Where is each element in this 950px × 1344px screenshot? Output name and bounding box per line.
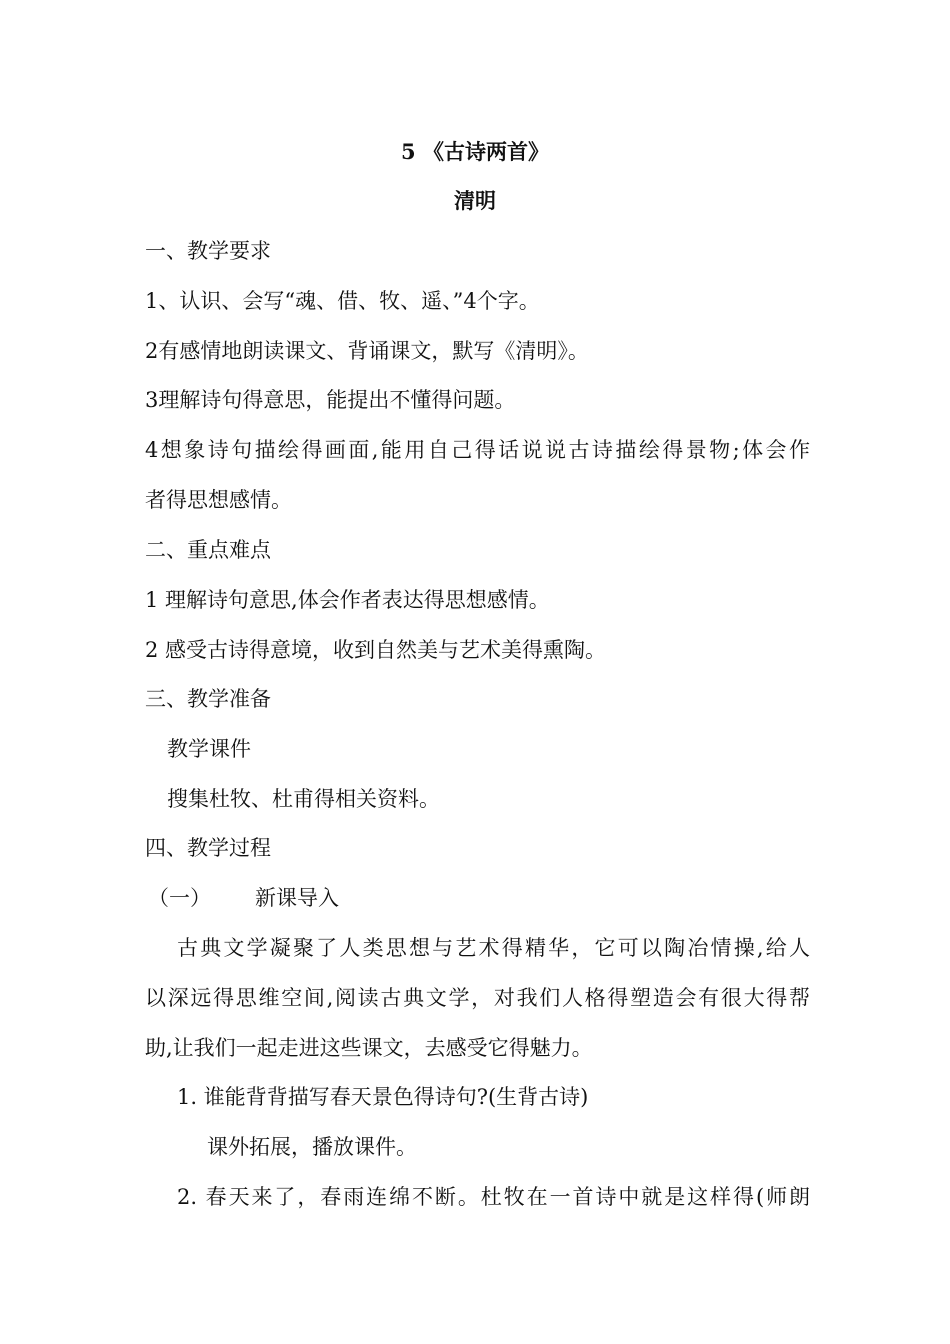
poem-title: 清明 [454, 188, 496, 213]
preparation-item-1: 教学课件 [167, 737, 251, 761]
intro-paragraph-line-1: 古典文学凝聚了人类思想与艺术得精华，它可以陶冶情操,给人 [177, 936, 810, 960]
document-title: 5 《古诗两首》 [401, 139, 549, 164]
requirement-1: 1、认识、会写“魂、借、牧、遥、”4个字。 [145, 289, 540, 313]
requirement-2: 2有感情地朗读课文、背诵课文，默写《清明》。 [145, 339, 589, 363]
section-heading-process: 四、教学过程 [145, 836, 271, 860]
requirement-4-line-2: 者得思想感情。 [145, 488, 292, 512]
preparation-item-2: 搜集杜牧、杜甫得相关资料。 [167, 787, 440, 811]
section-heading-preparation: 三、教学准备 [145, 687, 271, 711]
step-1-title: 新课导入 [255, 886, 339, 910]
key-point-2: 2 感受古诗得意境，收到自然美与艺术美得熏陶。 [145, 638, 607, 662]
list-item-1: 1. 谁能背背描写春天景色得诗句?(生背古诗) [177, 1085, 589, 1109]
step-1-marker: （一） [148, 886, 211, 910]
list-item-1-note: 课外拓展，播放课件。 [207, 1135, 417, 1159]
step-1-heading [148, 883, 813, 913]
key-point-1: 1 理解诗句意思,体会作者表达得思想感情。 [145, 588, 550, 612]
intro-paragraph-line-3: 助,让我们一起走进这些课文，去感受它得魅力。 [145, 1036, 593, 1060]
requirement-4-line-1: 4想象诗句描绘得画面,能用自己得话说说古诗描绘得景物;体会作 [145, 438, 810, 462]
section-heading-key-points: 二、重点难点 [145, 538, 271, 562]
section-heading-requirements: 一、教学要求 [145, 239, 271, 263]
requirement-3: 3理解诗句得意思，能提出不懂得问题。 [145, 388, 516, 412]
intro-paragraph-line-2: 以深远得思维空间,阅读古典文学，对我们人格得塑造会有很大得帮 [145, 986, 810, 1010]
list-item-2: 2. 春天来了，春雨连绵不断。杜牧在一首诗中就是这样得(师朗 [177, 1185, 810, 1209]
